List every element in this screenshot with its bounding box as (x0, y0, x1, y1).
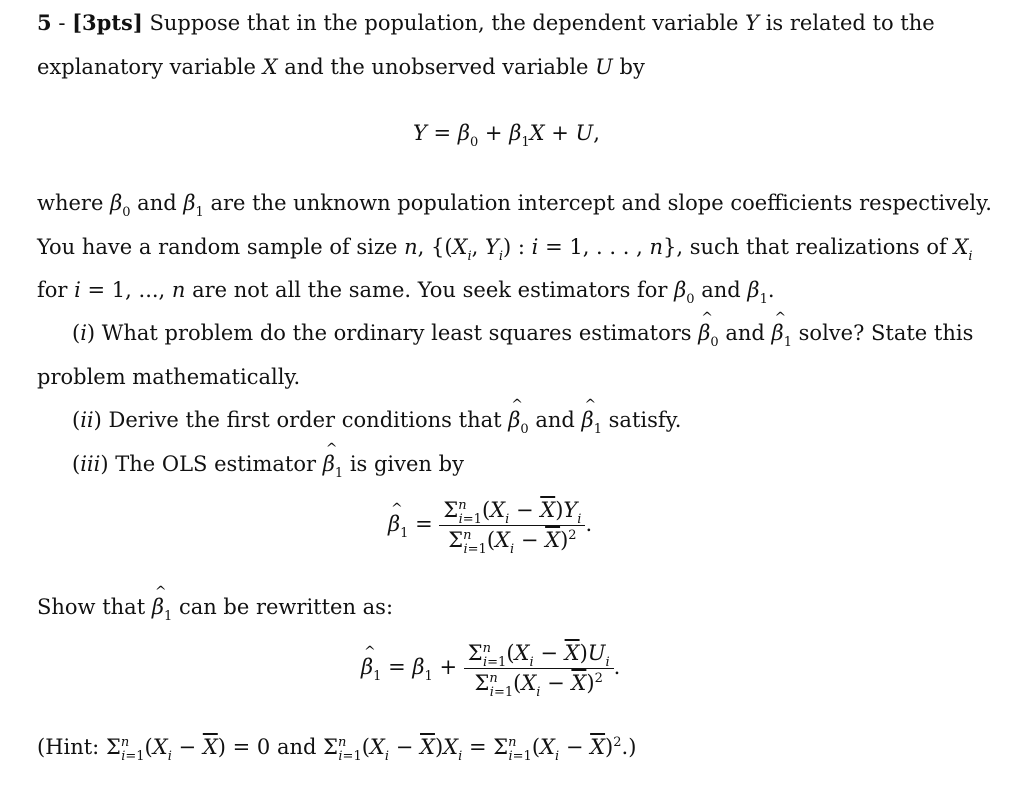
show-that-line: Show that ^ $\beta_1$ can be rewritten as: (37, 597, 393, 618)
part-iii-text-2: is given by (349, 452, 464, 476)
part-i-text-1: What problem do the ordinary least squares estimators (101, 321, 692, 345)
part-iii-line: (iii) The OLS estimator ^ $\beta_1$ is given by (72, 454, 464, 475)
rewritten-fraction: $\frac{\Sigma^n_{i=1}(X_i - \overline{X})U_i}{\Sigma^n_{i=1}(X_i - \overline{X})^2}$ (464, 643, 614, 694)
paragraph-line-2: You have a random sample of size n, {($X_i$, $Y_i$) : i = 1, . . . , n}, such that realizations of $X_i$ (37, 235, 973, 264)
hint-close: .) (621, 735, 637, 759)
show-that-text-2: can be rewritten as: (178, 595, 394, 619)
paragraph-line-3: for i = 1, ..., n are not all the same. You seek estimators for $\beta_0$ and $\beta_1$. (37, 278, 775, 307)
intro-line-1: Suppose that in the population, the dependent variable Y is related to the (149, 11, 935, 35)
part-i-and: and (725, 321, 765, 345)
part-ii-line: (ii) Derive the first order conditions that ^ $\beta_0$ and ^ $\beta_1$ satisfy. (72, 410, 681, 431)
part-iii-text-1: The OLS estimator (115, 452, 317, 476)
intro-line-2: explanatory variable X and the unobserved variable U by (37, 55, 645, 79)
part-i-line-2: problem mathematically. (37, 365, 301, 389)
hint-open: (Hint: (37, 735, 100, 759)
problem-number: 5 (37, 10, 52, 35)
problem-separator: - (58, 11, 66, 35)
paragraph-line-1: where $\beta_0$ and $\beta_1$ are the unknown population intercept and slope coefficients respectively. (37, 191, 992, 220)
part-ii-text-3: satisfy. (608, 408, 682, 432)
model-equation: $Y = \beta_0 + \beta_1X + U$, (413, 121, 600, 150)
part-i-text-3: solve? State this (798, 321, 974, 345)
part-ii-text-1: Derive the first order conditions that (108, 408, 502, 432)
ols-formula: ^ $\beta_1$ = $\frac{\Sigma^n_{i=1}(X_i - \overline{X})Y_i}{\Sigma^n_{i=1}(X_i - \overline{X})^2}$ . (388, 500, 592, 551)
problem-points: [3pts] (72, 10, 143, 35)
part-i-line-1: (i) What problem do the ordinary least squares estimators ^ $\beta_0$ and ^ $\beta_1$ solve? State this (72, 323, 973, 344)
hint-line: (Hint: $\Sigma^n_{i=1}(X_i - \overline{X}) = 0$ and $\Sigma^n_{i=1}(X_i - \overline{X})X_i = \Sigma^n_{i=1}(X_i - \overline{X})^2$.) (37, 735, 637, 764)
problem-header-line (37, 12, 935, 34)
show-that-text-1: Show that (37, 595, 146, 619)
hint-and: and (276, 735, 317, 759)
rewritten-formula: ^ $\beta_1 = \beta_1$ + $\frac{\Sigma^n_{i=1}(X_i - \overline{X})U_i}{\Sigma^n_{i=1}(X_i - \overline{X})^2}$ . (361, 643, 620, 694)
ols-fraction: $\frac{\Sigma^n_{i=1}(X_i - \overline{X})Y_i}{\Sigma^n_{i=1}(X_i - \overline{X})^2}$ (439, 500, 585, 551)
part-ii-and: and (535, 408, 575, 432)
